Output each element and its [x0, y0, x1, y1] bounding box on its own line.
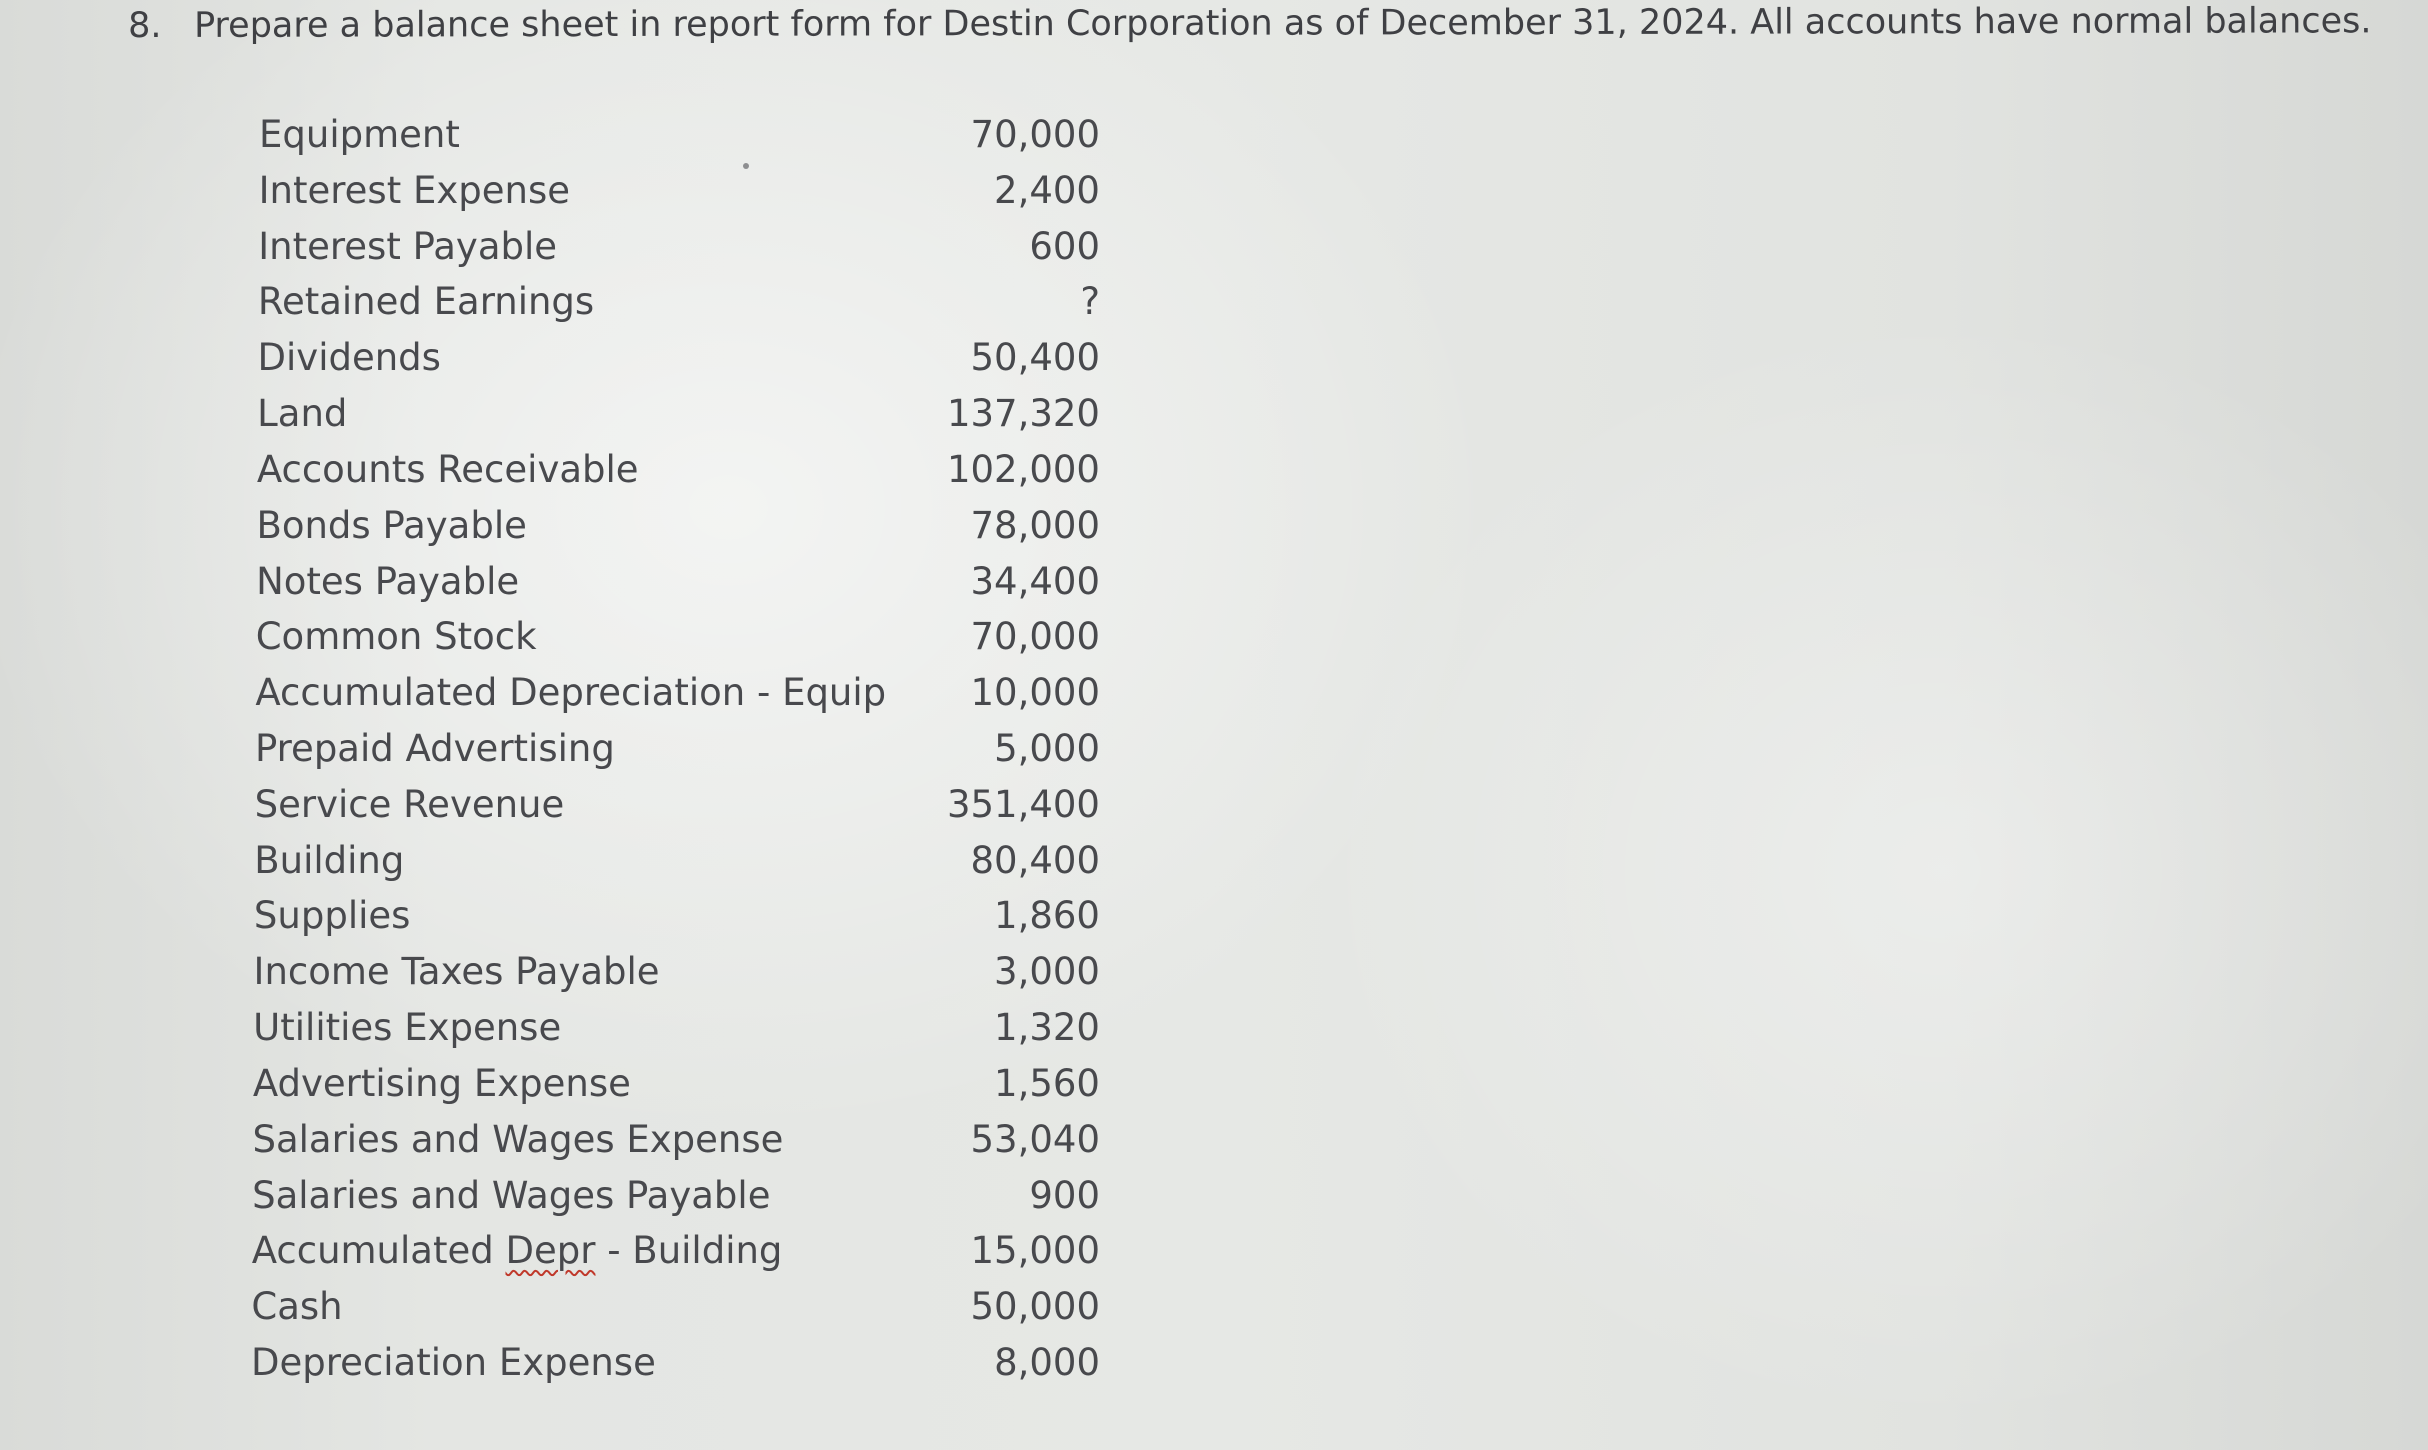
account-amount: 600: [1029, 224, 1100, 268]
account-amount: 900: [1029, 1173, 1100, 1217]
account-name: Supplies: [253, 894, 411, 938]
account-name: Notes Payable: [256, 559, 520, 603]
account-row: [254, 836, 1100, 886]
account-amount: 351,400: [946, 782, 1100, 826]
account-row: [252, 1115, 1100, 1165]
account-amount: 1,320: [994, 1006, 1100, 1050]
question-text: Prepare a balance sheet in report form for Destin Corporation as of December 31, 2024. All accounts have normal balances.: [193, 1, 2372, 46]
account-amount: 34,400: [970, 559, 1100, 603]
account-name: Dividends: [257, 336, 441, 380]
account-row: [256, 501, 1100, 551]
account-amount: 15,000: [970, 1229, 1100, 1273]
account-list: [0, 0, 1200, 1450]
account-name: Service Revenue: [254, 782, 565, 826]
account-row: [255, 724, 1100, 774]
account-row: [254, 947, 1100, 997]
account-row: [254, 891, 1100, 941]
account-row: [259, 110, 1100, 160]
account-name: Utilities Expense: [253, 1006, 562, 1050]
account-row: [258, 333, 1100, 383]
account-row: [253, 1003, 1100, 1053]
account-name: Cash: [251, 1285, 343, 1329]
account-row: [253, 1059, 1100, 1109]
account-name: Common Stock: [255, 615, 537, 659]
account-name: Income Taxes Payable: [253, 950, 660, 994]
account-amount: 1,860: [994, 894, 1100, 938]
account-amount: 10,000: [970, 671, 1100, 715]
account-name: Salaries and Wages Payable: [252, 1173, 771, 1217]
account-name: Advertising Expense: [252, 1061, 631, 1105]
account-row: [252, 1226, 1100, 1276]
account-row: [251, 1338, 1100, 1388]
account-name: Land: [257, 392, 348, 436]
account-amount: 102,000: [946, 447, 1100, 491]
account-amount: ?: [1080, 280, 1100, 324]
account-name: Accounts Receivable: [256, 447, 639, 491]
account-row: [256, 612, 1100, 662]
account-amount: 5,000: [994, 727, 1100, 770]
account-row: [255, 668, 1100, 718]
account-amount: 78,000: [970, 503, 1100, 547]
account-name: Retained Earnings: [257, 280, 595, 324]
account-row: [258, 277, 1100, 327]
account-amount: 53,040: [970, 1117, 1100, 1161]
account-amount: 8,000: [994, 1341, 1100, 1384]
account-amount: 80,400: [970, 838, 1100, 882]
account-amount: 50,000: [970, 1285, 1100, 1329]
account-name: Building: [254, 838, 405, 882]
question-number: 8.: [128, 5, 162, 46]
account-amount: 70,000: [970, 113, 1100, 156]
account-row: [259, 166, 1100, 216]
account-row: [257, 389, 1100, 439]
account-amount: 70,000: [970, 615, 1100, 659]
account-row: [255, 780, 1100, 830]
account-name: Prepaid Advertising: [255, 727, 615, 770]
account-name: Accumulated Depr - Building: [251, 1229, 783, 1273]
account-amount: 1,560: [994, 1061, 1100, 1105]
account-amount: 3,000: [994, 950, 1100, 994]
account-amount: 137,320: [946, 392, 1100, 436]
account-name: Accumulated Depreciation - Equip: [255, 671, 887, 715]
dust-speck: [743, 163, 749, 169]
account-amount: 50,400: [970, 336, 1100, 380]
account-row: [252, 1171, 1100, 1221]
account-name: Interest Payable: [258, 224, 558, 268]
account-name: Equipment: [259, 113, 460, 156]
account-row: [258, 222, 1100, 272]
account-name: Bonds Payable: [256, 503, 527, 547]
account-row: [251, 1282, 1100, 1332]
account-row: [257, 445, 1100, 495]
account-name: Salaries and Wages Expense: [252, 1117, 784, 1161]
account-row: [256, 557, 1100, 607]
account-amount: 2,400: [994, 168, 1100, 212]
account-name: Depreciation Expense: [251, 1341, 656, 1384]
account-name: Interest Expense: [258, 168, 570, 212]
